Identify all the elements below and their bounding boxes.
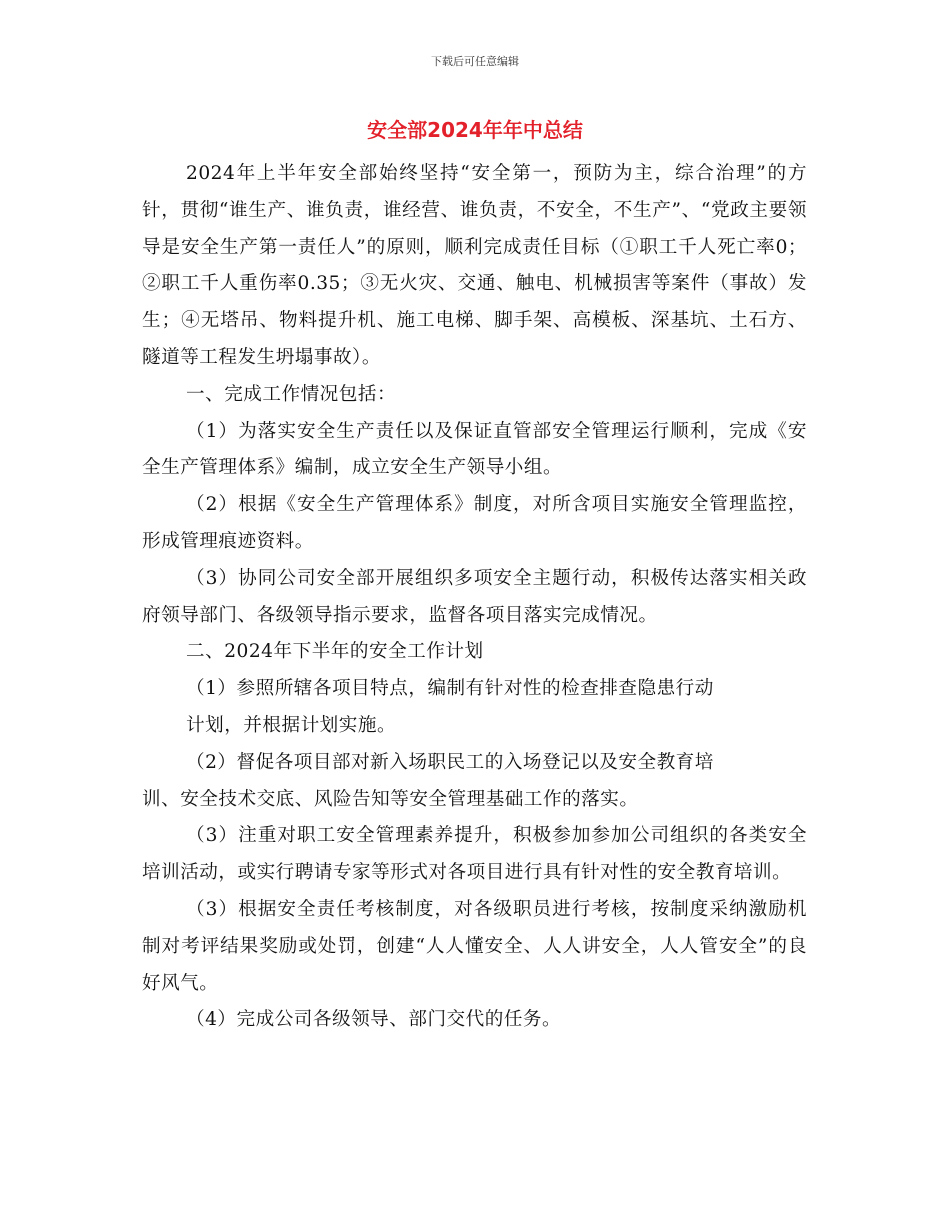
document-body (142, 156, 807, 1039)
section2-item-3: （3）注重对职工安全管理素养提升，积极参加参加公司组织的各类安全培训活动，或实行聘请专家等形式对各项目进行具有针对性的安全教育培训。 (142, 825, 807, 884)
section2-item-2-line1: （2）督促各项目部对新入场职民工的入场登记以及安全教育培 (186, 751, 714, 773)
section2-item-1-line2: 计划，并根据计划实施。 (186, 714, 397, 736)
section2-item-4: （3）根据安全责任考核制度，对各级职员进行考核，按制度采纳激励机制对考评结果奖励或处罚，创建“人人懂安全、人人讲安全，人人管安全”的良好风气。 (142, 898, 807, 994)
section1-item-1: （1）为落实安全生产责任以及保证直管部安全管理运行顺利，完成《安全生产管理体系》编制，成立安全生产领导小组。 (142, 420, 807, 479)
document-title: 安全部2024年年中总结 (367, 118, 583, 142)
section2-item-5: （4）完成公司各级领导、部门交代的任务。 (186, 1009, 562, 1031)
section1-item-3: （3）协同公司安全部开展组织多项安全主题行动，积极传达落实相关政府领导部门、各级领导指示要求，监督各项目落实完成情况。 (142, 567, 807, 626)
section2-item-2-line2: 训、安全技术交底、风险告知等安全管理基础工作的落实。 (142, 788, 639, 810)
section1-heading: 一、完成工作情况包括： (186, 383, 397, 405)
intro-paragraph: 2024年上半年安全部始终坚持“安全第一，预防为主，综合治理”的方针，贯彻“谁生产、谁负责，谁经营、谁负责，不安全，不生产”、“党政主要领导是安全生产第一责任人”的原则，顺利完成责任目标（①职工千人死亡率0；②职工千人重伤率0.35；③无火灾、交通、触电、机械损害等案件（事故）发生；④无塔吊、物料提升机、施工电梯、脚手架、高模板、深基坑、土石方、隧道等工程发生坍塌事故）。 (142, 163, 807, 368)
section2-item-1 (142, 671, 807, 745)
section1-item-2: （2）根据《安全生产管理体系》制度，对所含项目实施安全管理监控，形成管理痕迹资料。 (142, 494, 807, 552)
section2-item-1-line1: （1）参照所辖各项目特点，编制有针对性的检查排查隐患行动 (186, 678, 714, 700)
page-header: 下载后可任意编辑 (431, 55, 519, 68)
section2-item-2 (142, 745, 807, 819)
section2-heading: 二、2024年下半年的安全工作计划 (186, 641, 484, 663)
